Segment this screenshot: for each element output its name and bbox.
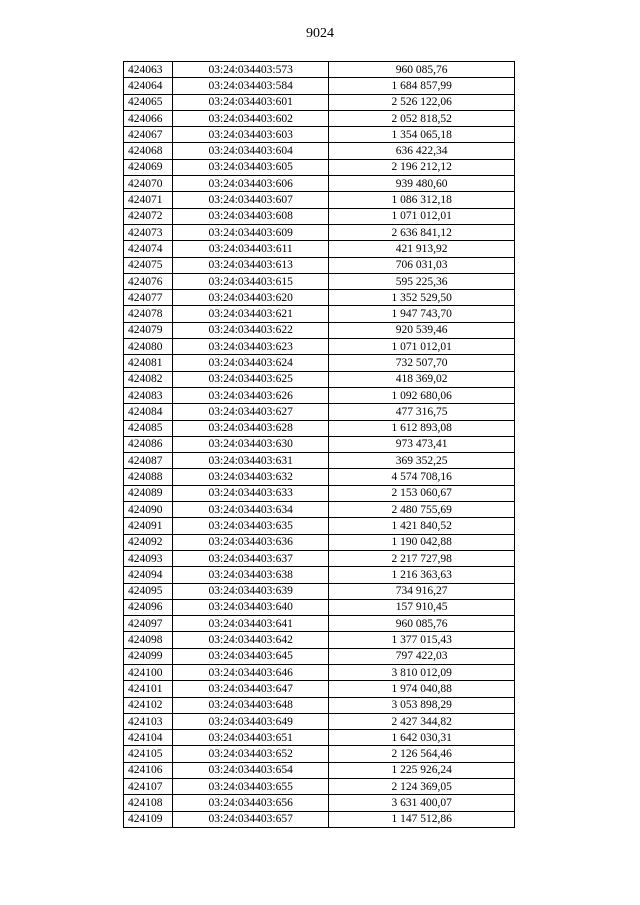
table-row: [124, 241, 515, 257]
cadastral-value-cell: 920 539,46: [329, 322, 515, 338]
row-number-cell: 424101: [124, 681, 173, 697]
cadastral-value-cell: 706 031,03: [329, 257, 515, 273]
cadastral-value-cell: 4 574 708,16: [329, 469, 515, 485]
cadastral-number-cell: 03:24:034403:651: [173, 730, 329, 746]
cadastral-value-cell: 3 631 400,07: [329, 795, 515, 811]
row-number-cell: 424106: [124, 762, 173, 778]
cadastral-number-cell: 03:24:034403:656: [173, 795, 329, 811]
cadastral-value-cell: 595 225,36: [329, 273, 515, 289]
cadastral-value-cell: 1 352 529,50: [329, 290, 515, 306]
row-number-cell: 424100: [124, 664, 173, 680]
cadastral-value-cell: 1 216 363,63: [329, 567, 515, 583]
table-row: [124, 583, 515, 599]
row-number-cell: 424079: [124, 322, 173, 338]
row-number-cell: 424095: [124, 583, 173, 599]
row-number-cell: 424092: [124, 534, 173, 550]
row-number-cell: 424085: [124, 420, 173, 436]
table-row: [124, 779, 515, 795]
table-row: [124, 469, 515, 485]
row-number-cell: 424088: [124, 469, 173, 485]
table-row: [124, 110, 515, 126]
cadastral-value-cell: 1 086 312,18: [329, 192, 515, 208]
row-number-cell: 424081: [124, 355, 173, 371]
cadastral-number-cell: 03:24:034403:573: [173, 62, 329, 78]
row-number-cell: 424064: [124, 78, 173, 94]
cadastral-number-cell: 03:24:034403:652: [173, 746, 329, 762]
table-row: [124, 339, 515, 355]
row-number-cell: 424104: [124, 730, 173, 746]
row-number-cell: 424084: [124, 404, 173, 420]
cadastral-value-cell: 2 126 564,46: [329, 746, 515, 762]
table-row: [124, 811, 515, 827]
cadastral-value-cell: 636 422,34: [329, 143, 515, 159]
cadastral-value-cell: 797 422,03: [329, 648, 515, 664]
table-row: [124, 795, 515, 811]
cadastral-number-cell: 03:24:034403:627: [173, 404, 329, 420]
row-number-cell: 424063: [124, 62, 173, 78]
cadastral-value-cell: 1 377 015,43: [329, 632, 515, 648]
cadastral-number-cell: 03:24:034403:623: [173, 339, 329, 355]
row-number-cell: 424109: [124, 811, 173, 827]
row-number-cell: 424068: [124, 143, 173, 159]
cadastral-number-cell: 03:24:034403:649: [173, 713, 329, 729]
cadastral-number-cell: 03:24:034403:628: [173, 420, 329, 436]
cadastral-value-cell: 1 421 840,52: [329, 518, 515, 534]
row-number-cell: 424094: [124, 567, 173, 583]
table-row: [124, 192, 515, 208]
cadastral-number-cell: 03:24:034403:636: [173, 534, 329, 550]
cadastral-value-cell: 2 480 755,69: [329, 502, 515, 518]
row-number-cell: 424082: [124, 371, 173, 387]
cadastral-number-cell: 03:24:034403:626: [173, 387, 329, 403]
table-row: [124, 257, 515, 273]
row-number-cell: 424078: [124, 306, 173, 322]
table-row: [124, 567, 515, 583]
table-row: [124, 697, 515, 713]
cadastral-value-cell: 732 507,70: [329, 355, 515, 371]
table-row: [124, 746, 515, 762]
table-row: [124, 306, 515, 322]
cadastral-value-cell: 2 124 369,05: [329, 779, 515, 795]
table-row: [124, 208, 515, 224]
row-number-cell: 424089: [124, 485, 173, 501]
cadastral-number-cell: 03:24:034403:641: [173, 616, 329, 632]
cadastral-value-cell: 157 910,45: [329, 599, 515, 615]
cadastral-value-cell: 421 913,92: [329, 241, 515, 257]
cadastral-value-cell: 2 196 212,12: [329, 159, 515, 175]
cadastral-value-cell: 939 480,60: [329, 176, 515, 192]
row-number-cell: 424090: [124, 502, 173, 518]
table-row: [124, 762, 515, 778]
cadastral-value-cell: 2 153 060,67: [329, 485, 515, 501]
row-number-cell: 424099: [124, 648, 173, 664]
cadastral-value-cell: 2 636 841,12: [329, 224, 515, 240]
cadastral-value-cell: 960 085,76: [329, 616, 515, 632]
cadastral-number-cell: 03:24:034403:611: [173, 241, 329, 257]
cadastral-value-cell: 2 427 344,82: [329, 713, 515, 729]
cadastral-number-cell: 03:24:034403:609: [173, 224, 329, 240]
row-number-cell: 424098: [124, 632, 173, 648]
table-row: [124, 616, 515, 632]
cadastral-value-cell: 2 217 727,98: [329, 550, 515, 566]
cadastral-number-cell: 03:24:034403:648: [173, 697, 329, 713]
cadastral-number-cell: 03:24:034403:605: [173, 159, 329, 175]
cadastral-number-cell: 03:24:034403:625: [173, 371, 329, 387]
table-row: [124, 485, 515, 501]
table-row: [124, 534, 515, 550]
cadastral-value-cell: 2 052 818,52: [329, 110, 515, 126]
table-row: [124, 632, 515, 648]
cadastral-value-cell: 960 085,76: [329, 62, 515, 78]
cadastral-number-cell: 03:24:034403:601: [173, 94, 329, 110]
table-row: [124, 387, 515, 403]
cadastral-value-cell: 1 092 680,06: [329, 387, 515, 403]
cadastral-value-cell: 369 352,25: [329, 453, 515, 469]
cadastral-number-cell: 03:24:034403:639: [173, 583, 329, 599]
cadastral-value-cell: 1 974 040,88: [329, 681, 515, 697]
row-number-cell: 424067: [124, 127, 173, 143]
cadastral-number-cell: 03:24:034403:647: [173, 681, 329, 697]
table-row: [124, 176, 515, 192]
table-row: [124, 290, 515, 306]
cadastral-number-cell: 03:24:034403:635: [173, 518, 329, 534]
table-row: [124, 78, 515, 94]
row-number-cell: 424069: [124, 159, 173, 175]
table-row: [124, 62, 515, 78]
table-row: [124, 127, 515, 143]
table-row: [124, 94, 515, 110]
table-row: [124, 730, 515, 746]
cadastral-number-cell: 03:24:034403:640: [173, 599, 329, 615]
row-number-cell: 424066: [124, 110, 173, 126]
row-number-cell: 424071: [124, 192, 173, 208]
table-row: [124, 371, 515, 387]
cadastral-value-cell: 1 642 030,31: [329, 730, 515, 746]
cadastral-value-cell: 1 190 042,88: [329, 534, 515, 550]
table-row: [124, 322, 515, 338]
cadastral-value-cell: 1 071 012,01: [329, 339, 515, 355]
cadastral-number-cell: 03:24:034403:630: [173, 436, 329, 452]
cadastral-value-cell: 973 473,41: [329, 436, 515, 452]
table-row: [124, 436, 515, 452]
table-row: [124, 355, 515, 371]
row-number-cell: 424103: [124, 713, 173, 729]
cadastral-number-cell: 03:24:034403:620: [173, 290, 329, 306]
row-number-cell: 424072: [124, 208, 173, 224]
table-row: [124, 502, 515, 518]
row-number-cell: 424107: [124, 779, 173, 795]
cadastral-number-cell: 03:24:034403:638: [173, 567, 329, 583]
row-number-cell: 424105: [124, 746, 173, 762]
cadastral-number-cell: 03:24:034403:642: [173, 632, 329, 648]
cadastral-number-cell: 03:24:034403:613: [173, 257, 329, 273]
row-number-cell: 424070: [124, 176, 173, 192]
row-number-cell: 424073: [124, 224, 173, 240]
cadastral-value-cell: 1 225 926,24: [329, 762, 515, 778]
row-number-cell: 424091: [124, 518, 173, 534]
cadastral-value-cell: 734 916,27: [329, 583, 515, 599]
row-number-cell: 424097: [124, 616, 173, 632]
row-number-cell: 424083: [124, 387, 173, 403]
cadastral-number-cell: 03:24:034403:621: [173, 306, 329, 322]
table-row: [124, 550, 515, 566]
cadastral-value-cell: 1 947 743,70: [329, 306, 515, 322]
cadastral-number-cell: 03:24:034403:646: [173, 664, 329, 680]
table-row: [124, 453, 515, 469]
cadastral-number-cell: 03:24:034403:634: [173, 502, 329, 518]
table-row: [124, 664, 515, 680]
cadastral-value-cell: 1 684 857,99: [329, 78, 515, 94]
cadastral-number-cell: 03:24:034403:607: [173, 192, 329, 208]
row-number-cell: 424102: [124, 697, 173, 713]
cadastral-number-cell: 03:24:034403:584: [173, 78, 329, 94]
row-number-cell: 424108: [124, 795, 173, 811]
cadastral-value-cell: 418 369,02: [329, 371, 515, 387]
table-row: [124, 420, 515, 436]
table-row: [124, 159, 515, 175]
table-row: [124, 404, 515, 420]
cadastral-number-cell: 03:24:034403:604: [173, 143, 329, 159]
cadastral-value-cell: 477 316,75: [329, 404, 515, 420]
table-row: [124, 224, 515, 240]
row-number-cell: 424076: [124, 273, 173, 289]
row-number-cell: 424080: [124, 339, 173, 355]
cadastral-value-cell: 1 354 065,18: [329, 127, 515, 143]
table-row: [124, 648, 515, 664]
table-row: [124, 273, 515, 289]
cadastral-value-cell: 2 526 122,06: [329, 94, 515, 110]
cadastral-number-cell: 03:24:034403:633: [173, 485, 329, 501]
cadastral-number-cell: 03:24:034403:645: [173, 648, 329, 664]
table-row: [124, 143, 515, 159]
cadastral-number-cell: 03:24:034403:654: [173, 762, 329, 778]
row-number-cell: 424077: [124, 290, 173, 306]
cadastral-number-cell: 03:24:034403:657: [173, 811, 329, 827]
cadastral-value-cell: 1 147 512,86: [329, 811, 515, 827]
cadastral-number-cell: 03:24:034403:622: [173, 322, 329, 338]
cadastral-value-table: [123, 61, 515, 828]
row-number-cell: 424093: [124, 550, 173, 566]
cadastral-number-cell: 03:24:034403:637: [173, 550, 329, 566]
cadastral-value-cell: 1 612 893,08: [329, 420, 515, 436]
cadastral-value-cell: 3 053 898,29: [329, 697, 515, 713]
row-number-cell: 424074: [124, 241, 173, 257]
row-number-cell: 424075: [124, 257, 173, 273]
table-row: [124, 518, 515, 534]
cadastral-number-cell: 03:24:034403:606: [173, 176, 329, 192]
cadastral-number-cell: 03:24:034403:602: [173, 110, 329, 126]
row-number-cell: 424086: [124, 436, 173, 452]
cadastral-number-cell: 03:24:034403:615: [173, 273, 329, 289]
cadastral-number-cell: 03:24:034403:631: [173, 453, 329, 469]
page-number: 9024: [306, 26, 334, 41]
row-number-cell: 424096: [124, 599, 173, 615]
table-row: [124, 713, 515, 729]
cadastral-number-cell: 03:24:034403:624: [173, 355, 329, 371]
cadastral-value-cell: 3 810 012,09: [329, 664, 515, 680]
cadastral-number-cell: 03:24:034403:655: [173, 779, 329, 795]
cadastral-value-cell: 1 071 012,01: [329, 208, 515, 224]
row-number-cell: 424087: [124, 453, 173, 469]
cadastral-number-cell: 03:24:034403:632: [173, 469, 329, 485]
table-row: [124, 681, 515, 697]
table-body: [124, 62, 515, 828]
table-row: [124, 599, 515, 615]
cadastral-number-cell: 03:24:034403:608: [173, 208, 329, 224]
row-number-cell: 424065: [124, 94, 173, 110]
cadastral-number-cell: 03:24:034403:603: [173, 127, 329, 143]
